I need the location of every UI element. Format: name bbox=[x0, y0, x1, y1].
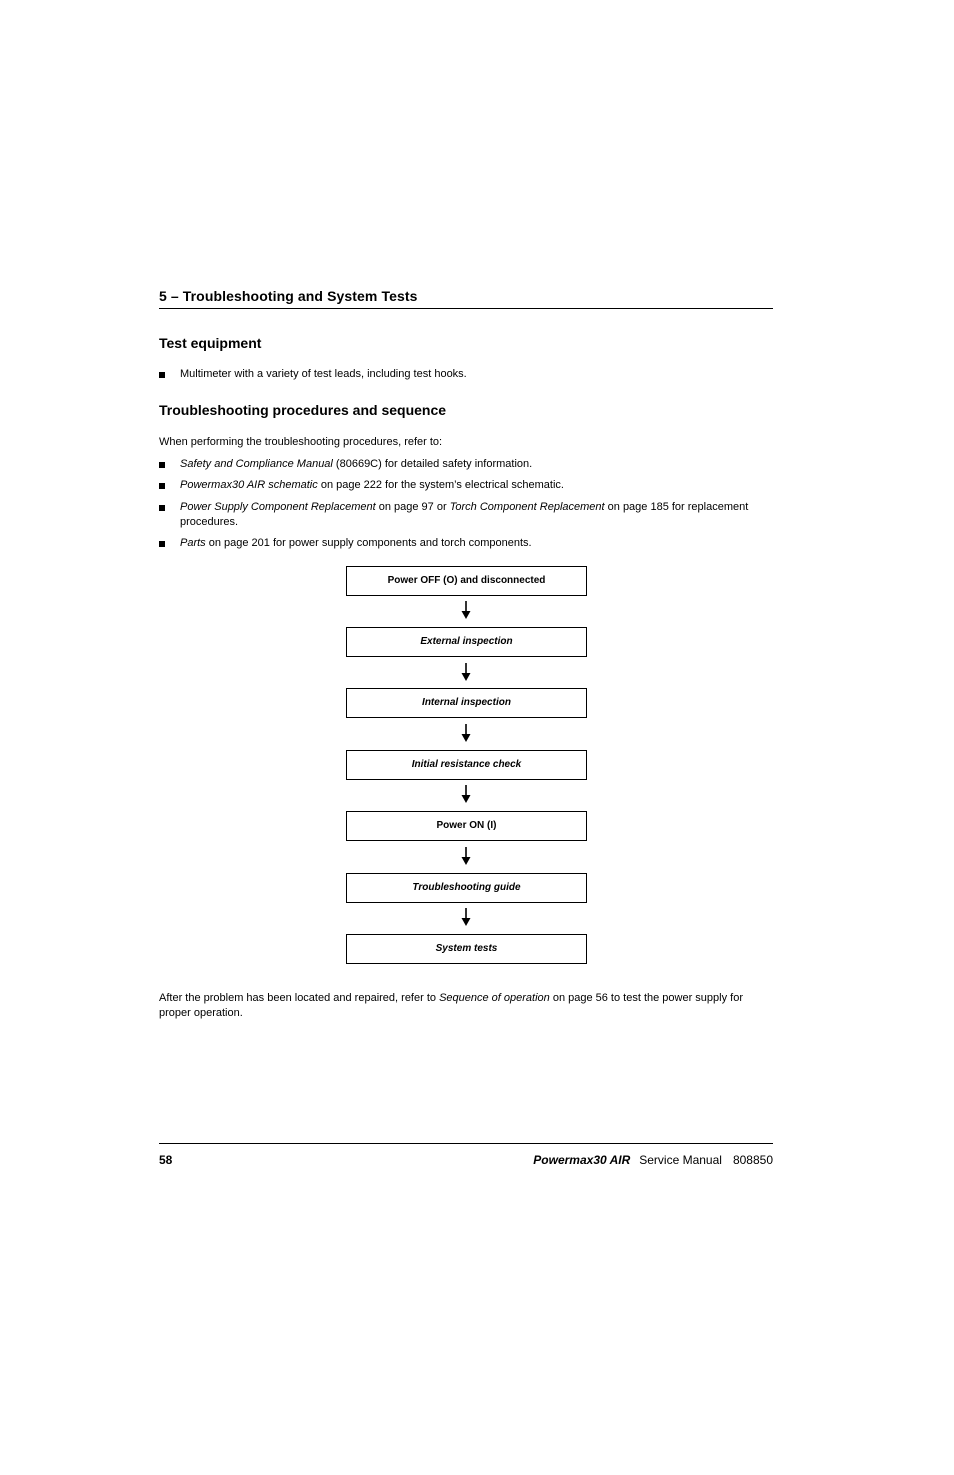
flow-step-label: Power OFF (O) and disconnected bbox=[387, 575, 546, 586]
list-item bbox=[159, 500, 773, 530]
intro-paragraph: When performing the troubleshooting procedures, refer to: bbox=[159, 436, 443, 448]
flow-step-system-tests bbox=[346, 934, 587, 964]
reference-title: Torch Component Replacement bbox=[449, 501, 605, 513]
list-item bbox=[159, 367, 773, 382]
flow-step-troubleshooting-guide bbox=[346, 873, 587, 903]
flow-step-label: Initial resistance check bbox=[411, 759, 522, 770]
footer-rule bbox=[159, 1143, 773, 1144]
flow-step-label: External inspection bbox=[420, 636, 513, 647]
manual-type: Service Manual bbox=[639, 1153, 722, 1167]
reference-text: (80669C) for detailed safety information. bbox=[332, 458, 533, 470]
part-number: 808850 bbox=[732, 1153, 773, 1167]
arrow-down-icon bbox=[460, 908, 472, 926]
flow-step-initial-resistance-check bbox=[346, 750, 587, 780]
flow-step-external-inspection bbox=[346, 627, 587, 657]
reference-text: on page 185 for replacement procedures. bbox=[180, 501, 749, 528]
arrow-down-icon bbox=[460, 724, 472, 742]
flow-step-label: Internal inspection bbox=[422, 697, 511, 708]
bullet-square-icon bbox=[159, 462, 165, 468]
arrow-down-icon bbox=[460, 601, 472, 619]
reference-text: on page 222 for the system’s electrical schematic. bbox=[317, 479, 564, 491]
list-item-text: Multimeter with a variety of test leads, including test hooks. bbox=[180, 368, 467, 380]
bullet-square-icon bbox=[159, 541, 165, 547]
arrow-down-icon bbox=[460, 847, 472, 865]
bullet-square-icon bbox=[159, 505, 165, 511]
list-item bbox=[159, 478, 773, 493]
list-item bbox=[159, 536, 773, 551]
flow-step-power-off bbox=[346, 566, 587, 596]
flow-step-label: Troubleshooting guide bbox=[412, 882, 521, 893]
flow-step-power-on bbox=[346, 811, 587, 841]
section-heading-procedures: Troubleshooting procedures and sequence bbox=[159, 402, 447, 418]
reference-title: Power Supply Component Replacement bbox=[180, 501, 376, 513]
footer-info bbox=[533, 1153, 773, 1168]
flow-step-internal-inspection bbox=[346, 688, 587, 718]
reference-title: Powermax30 AIR schematic bbox=[180, 479, 318, 491]
manual-page bbox=[159, 0, 773, 1475]
page-number: 58 bbox=[159, 1153, 173, 1167]
reference-title: Parts bbox=[180, 537, 206, 549]
section-heading-test-equipment: Test equipment bbox=[159, 335, 262, 351]
bullet-square-icon bbox=[159, 483, 165, 489]
list-item bbox=[159, 457, 773, 472]
bullet-square-icon bbox=[159, 372, 165, 378]
closing-paragraph bbox=[159, 991, 773, 1021]
reference-text: on page 201 for power supply components and torch components. bbox=[205, 537, 532, 549]
closing-text: on page 56 to test the power supply for proper operation. bbox=[159, 992, 744, 1019]
arrow-down-icon bbox=[460, 785, 472, 803]
arrow-down-icon bbox=[460, 663, 472, 681]
reference-title: Safety and Compliance Manual bbox=[180, 458, 333, 470]
product-name: Powermax30 AIR bbox=[533, 1153, 631, 1167]
flow-step-label: Power ON (I) bbox=[436, 820, 497, 831]
reference-title: Sequence of operation bbox=[439, 992, 550, 1004]
reference-text: on page 97 or bbox=[375, 501, 450, 513]
header-rule bbox=[159, 308, 773, 309]
chapter-title: 5 – Troubleshooting and System Tests bbox=[159, 288, 418, 304]
flow-step-label: System tests bbox=[435, 943, 498, 954]
closing-text: After the problem has been located and repaired, refer to bbox=[159, 992, 440, 1004]
